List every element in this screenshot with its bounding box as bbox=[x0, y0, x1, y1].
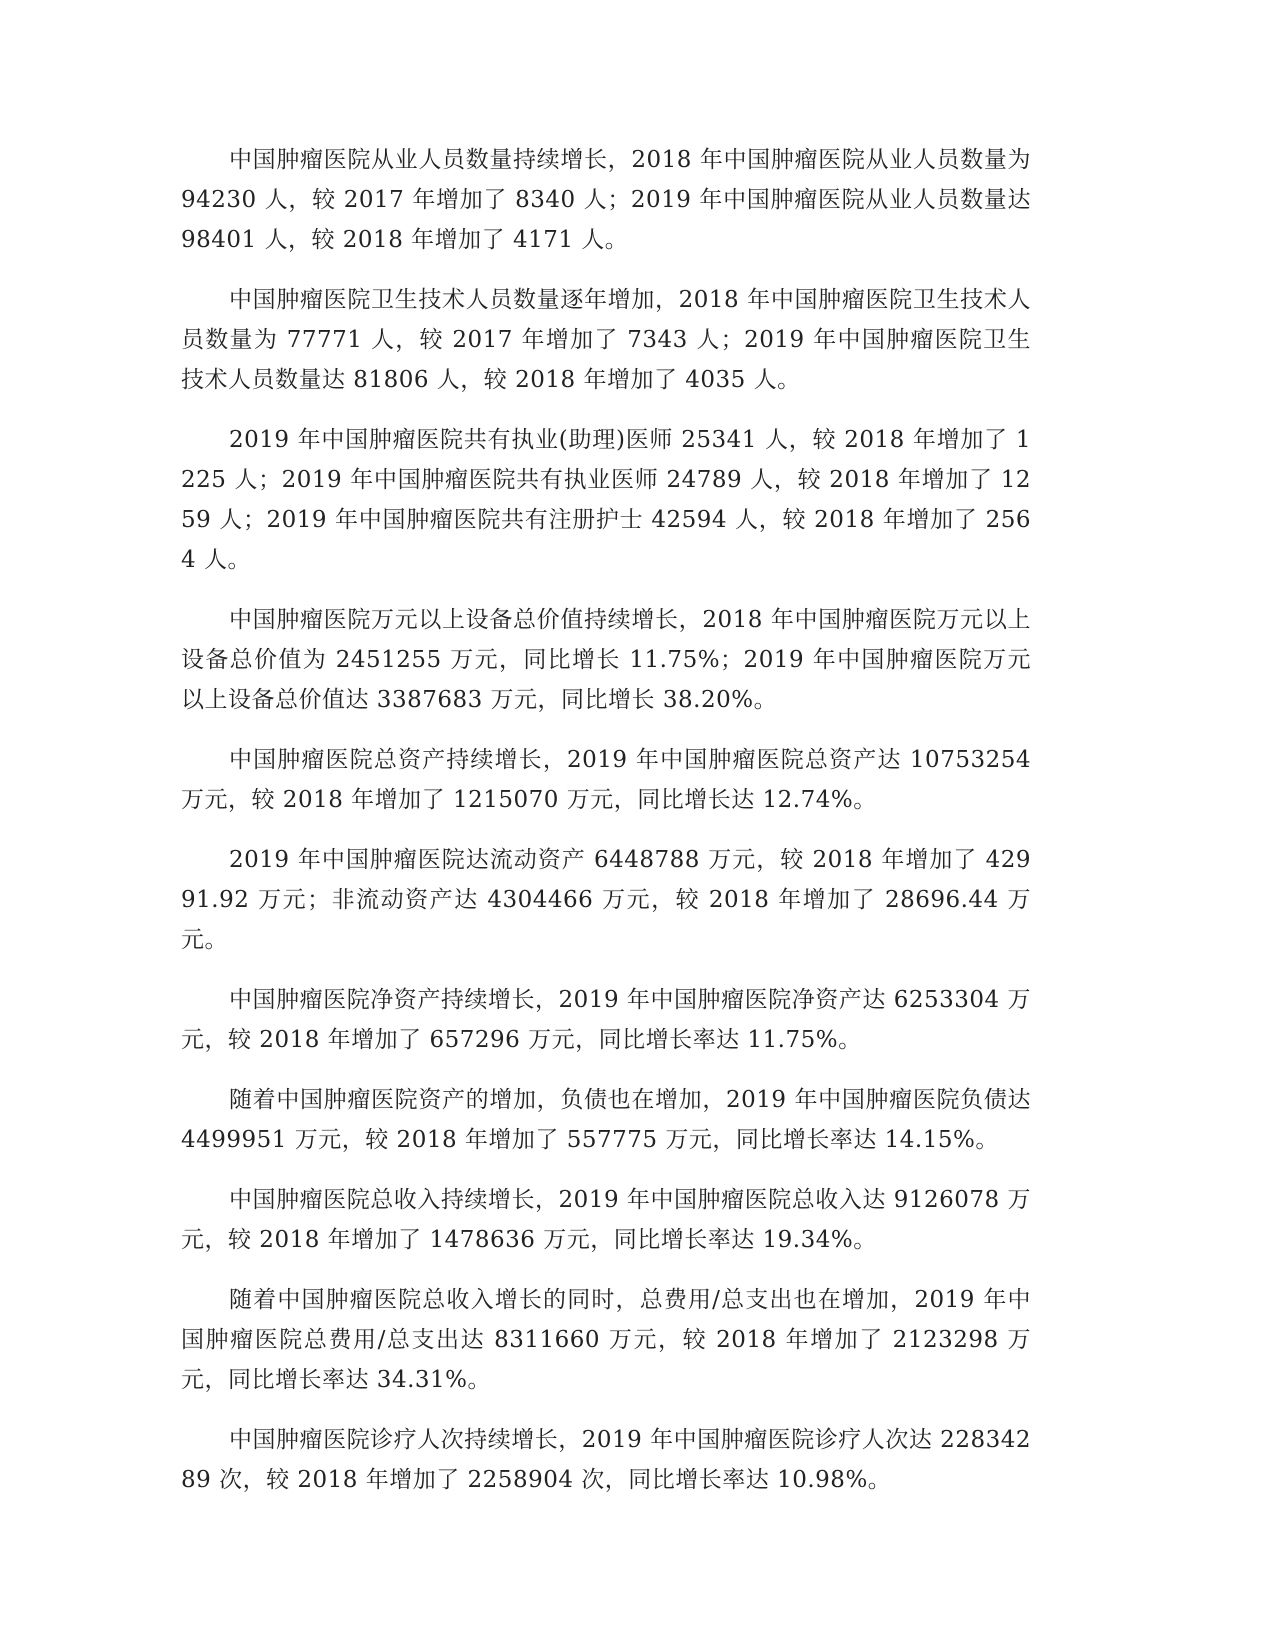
paragraph-equipment-value: 中国肿瘤医院万元以上设备总价值持续增长，2018 年中国肿瘤医院万元以上设备总价值为 2451255 万元，同比增长 11.75%；2019 年中国肿瘤医院万元以上设备总价值达 3387683 万元，同比增长 38.20%。 bbox=[181, 607, 1031, 713]
paragraph-total-income: 中国肿瘤医院总收入持续增长，2019 年中国肿瘤医院总收入达 9126078 万元，较 2018 年增加了 1478636 万元，同比增长率达 19.34%。 bbox=[181, 1187, 1031, 1253]
paragraph-total-expenses: 随着中国肿瘤医院总收入增长的同时，总费用/总支出也在增加，2019 年中国肿瘤医院总费用/总支出达 8311660 万元，较 2018 年增加了 2123298 万元，同比增长率达 34.31%。 bbox=[181, 1287, 1031, 1393]
paragraph-current-assets: 2019 年中国肿瘤医院达流动资产 6448788 万元，较 2018 年增加了 42991.92 万元；非流动资产达 4304466 万元，较 2018 年增加了 28696.44 万元。 bbox=[181, 847, 1031, 953]
paragraph-net-assets: 中国肿瘤医院净资产持续增长，2019 年中国肿瘤医院净资产达 6253304 万元，较 2018 年增加了 657296 万元，同比增长率达 11.75%。 bbox=[181, 987, 1031, 1053]
paragraph-staff-total: 中国肿瘤医院从业人员数量持续增长，2018 年中国肿瘤医院从业人员数量为 94230 人，较 2017 年增加了 8340 人；2019 年中国肿瘤医院从业人员数量达 98401 人，较 2018 年增加了 4171 人。 bbox=[181, 147, 1031, 253]
paragraph-health-technicians: 中国肿瘤医院卫生技术人员数量逐年增加，2018 年中国肿瘤医院卫生技术人员数量为 77771 人，较 2017 年增加了 7343 人；2019 年中国肿瘤医院卫生技术人员数量达 81806 人，较 2018 年增加了 4035 人。 bbox=[181, 287, 1031, 393]
document-body bbox=[181, 140, 1031, 1520]
paragraph-physicians-nurses: 2019 年中国肿瘤医院共有执业(助理)医师 25341 人，较 2018 年增加了 1225 人；2019 年中国肿瘤医院共有执业医师 24789 人，较 2018 年增加了 1259 人；2019 年中国肿瘤医院共有注册护士 42594 人，较 2018 年增加了 2564 人。 bbox=[181, 427, 1031, 573]
paragraph-patient-visits: 中国肿瘤医院诊疗人次持续增长，2019 年中国肿瘤医院诊疗人次达 22834289 次，较 2018 年增加了 2258904 次，同比增长率达 10.98%。 bbox=[181, 1427, 1031, 1493]
paragraph-total-assets: 中国肿瘤医院总资产持续增长，2019 年中国肿瘤医院总资产达 10753254 万元，较 2018 年增加了 1215070 万元，同比增长达 12.74%。 bbox=[181, 747, 1031, 813]
paragraph-liabilities: 随着中国肿瘤医院资产的增加，负债也在增加，2019 年中国肿瘤医院负债达 4499951 万元，较 2018 年增加了 557775 万元，同比增长率达 14.15%。 bbox=[181, 1087, 1031, 1153]
